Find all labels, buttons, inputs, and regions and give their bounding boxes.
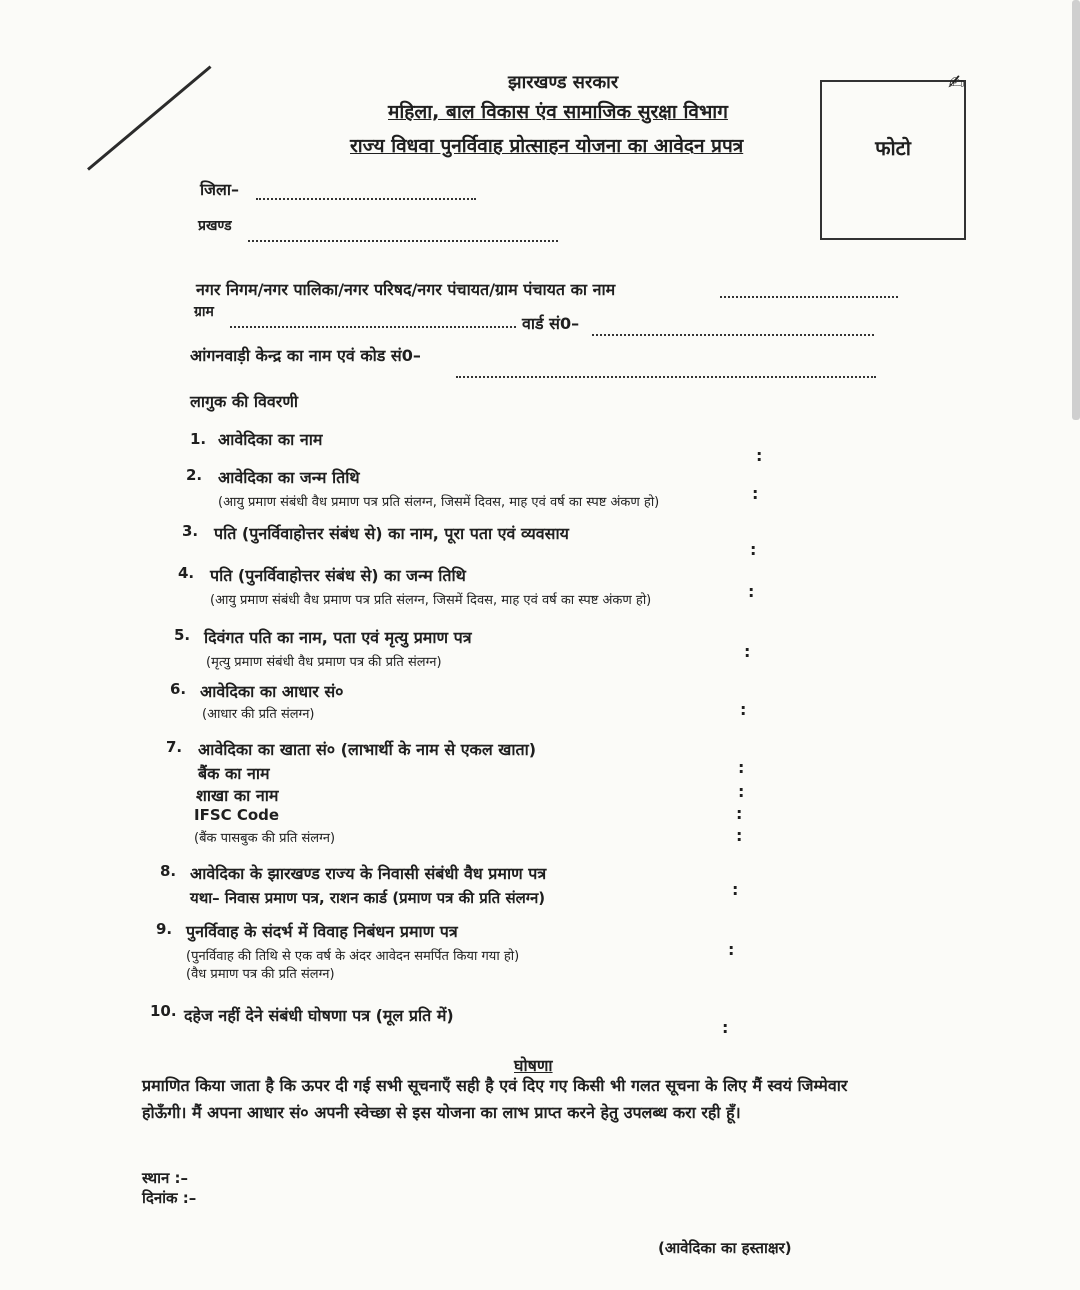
item-applicant-name: आवेदिका का नाम — [218, 430, 323, 449]
item-colon: : — [750, 540, 757, 559]
item-applicant-dob: आवेदिका का जन्म तिथि — [218, 468, 360, 487]
item-number: 3. — [182, 522, 199, 540]
item-applicant-dob-note: (आयु प्रमाण संबंधी वैध प्रमाण पत्र प्रति संलग्न, जिसमें दिवस, माह एवं वर्ष का स्पष्ट अंकण हो) — [218, 495, 660, 510]
item-colon: : — [736, 804, 743, 823]
corner-mark-icon: ✍ — [948, 70, 965, 94]
item-colon: : — [756, 446, 763, 465]
item-branch-name: शाखा का नाम — [196, 786, 279, 805]
item-marriage-certificate-note: (पुनर्विवाह की तिथि से एक वर्ष के अंदर आवेदन समर्पित किया गया हो) — [186, 949, 520, 964]
item-colon: : — [738, 782, 745, 801]
date-label: दिनांक :– — [142, 1189, 197, 1207]
item-number: 2. — [186, 466, 203, 484]
anganwadi-label: आंगनवाड़ी केन्द्र का नाम एवं कोड सं0– — [190, 346, 421, 365]
item-bank-note: (बैंक पासबुक की प्रति संलग्न) — [194, 831, 336, 846]
item-deceased-husband-note: (मृत्यु प्रमाण संबंधी वैध प्रमाण पत्र की प्रति संलग्न) — [206, 655, 442, 670]
declaration-title: घोषणा — [514, 1056, 553, 1075]
item-aadhaar-note: (आधार की प्रति संलग्न) — [202, 707, 315, 722]
item-number: 5. — [174, 626, 191, 644]
item-colon: : — [736, 826, 743, 845]
item-ifsc-code: IFSC Code — [194, 806, 280, 824]
item-dowry-declaration: दहेज नहीं देने संबंधी घोषणा पत्र (मूल प्रति में) — [184, 1006, 454, 1025]
applicant-section-title: लागुक की विवरणी — [190, 392, 299, 411]
district-field[interactable] — [256, 198, 476, 200]
ward-field[interactable] — [592, 334, 874, 336]
department-title: महिला, बाल विकास एंव सामाजिक सुरक्षा विभाग — [388, 101, 728, 123]
item-bank-name: बैंक का नाम — [198, 764, 270, 783]
form-title: राज्य विधवा पुनर्विवाह प्रोत्साहन योजना का आवेदन प्रपत्र — [350, 135, 744, 157]
item-number: 1. — [190, 430, 207, 448]
page-edge-mark — [87, 66, 211, 171]
item-number: 9. — [156, 920, 173, 938]
item-colon: : — [740, 700, 747, 719]
item-marriage-certificate-note2: (वैध प्रमाण पत्र की प्रति संलग्न) — [186, 967, 335, 982]
item-number: 7. — [166, 738, 183, 756]
item-colon: : — [748, 582, 755, 601]
village-label: ग्राम — [194, 304, 214, 320]
item-colon: : — [728, 940, 735, 959]
item-colon: : — [744, 642, 751, 661]
item-deceased-husband: दिवंगत पति का नाम, पता एवं मृत्यु प्रमाण पत्र — [204, 628, 472, 647]
item-number: 8. — [160, 862, 177, 880]
municipality-label: नगर निगम/नगर पालिका/नगर परिषद/नगर पंचायत/ग्राम पंचायत का नाम — [196, 280, 616, 299]
item-number: 6. — [170, 680, 187, 698]
item-residence-proof: आवेदिका के झारखण्ड राज्य के निवासी संबंधी वैध प्रमाण पत्र — [190, 864, 547, 883]
item-aadhaar: आवेदिका का आधार सं० — [200, 682, 344, 701]
item-number: 10. — [150, 1002, 177, 1020]
govt-title: झारखण्ड सरकार — [508, 72, 619, 93]
photo-label: फोटो — [875, 136, 911, 160]
item-colon: : — [722, 1018, 729, 1037]
item-husband-dob-note: (आयु प्रमाण संबंधी वैध प्रमाण पत्र प्रति संलग्न, जिसमें दिवस, माह एवं वर्ष का स्पष्ट अंकण हो) — [210, 593, 652, 608]
municipality-field[interactable] — [720, 296, 898, 298]
scrollbar[interactable] — [1072, 0, 1080, 420]
item-number: 4. — [178, 564, 195, 582]
signature-label: (आवेदिका का हस्ताक्षर) — [658, 1239, 792, 1257]
anganwadi-field[interactable] — [456, 376, 876, 378]
district-label: जिला– — [200, 180, 240, 199]
village-field[interactable] — [230, 326, 516, 328]
item-colon: : — [732, 880, 739, 899]
item-husband-dob: पति (पुनर्विवाहोत्तर संबंध से) का जन्म तिथि — [210, 566, 466, 585]
place-label: स्थान :– — [142, 1169, 189, 1187]
item-colon: : — [752, 484, 759, 503]
item-colon: : — [738, 758, 745, 777]
item-residence-proof-note: यथा– निवास प्रमाण पत्र, राशन कार्ड (प्रमाण पत्र की प्रति संलग्न) — [190, 889, 546, 907]
photo-box — [820, 80, 966, 240]
ward-label: वार्ड सं0– — [522, 314, 580, 333]
item-husband-details: पति (पुनर्विवाहोत्तर संबंध से) का नाम, पूरा पता एवं व्यवसाय — [214, 524, 569, 543]
item-bank-account: आवेदिका का खाता सं० (लाभार्थी के नाम से एकल खाता) — [198, 740, 537, 759]
block-label: प्रखण्ड — [198, 218, 232, 234]
declaration-text: प्रमाणित किया जाता है कि ऊपर दी गई सभी सूचनाएँ सही है एवं दिए गए किसी भी गलत सूचना के लिए मैं स्वयं जिम्मेवार होऊँगी। मैं अपना आधार सं० अपनी स्वेच्छा से इस योजना का लाभ प्राप्त करने हेतु उपलब्ध करा रही हूँ। — [142, 1076, 848, 1122]
item-marriage-certificate: पुनर्विवाह के संदर्भ में विवाह निबंधन प्रमाण पत्र — [186, 922, 458, 941]
block-field[interactable] — [248, 240, 558, 242]
